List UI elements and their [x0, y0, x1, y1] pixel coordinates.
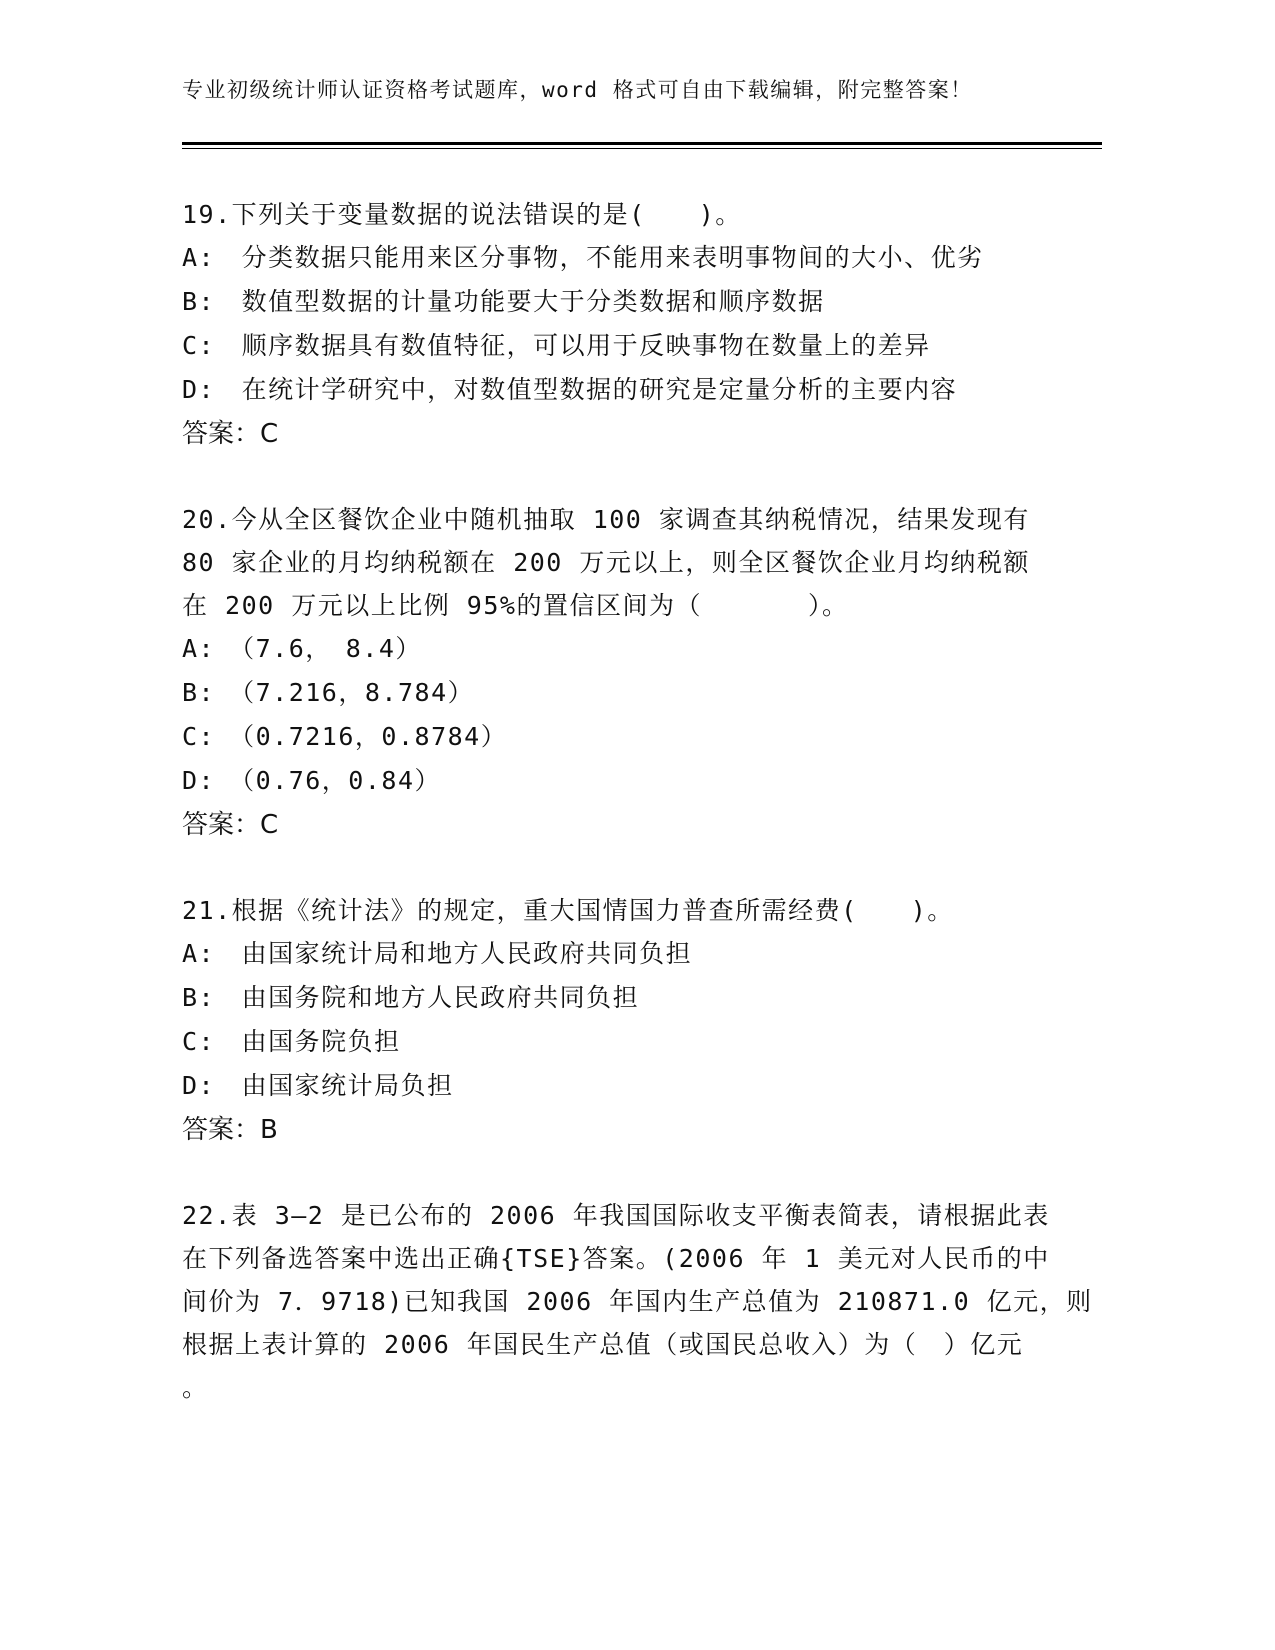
question-20: [182, 498, 1042, 847]
question-19: [182, 193, 1042, 456]
option-b: B: 由国务院和地方人民政府共同负担: [182, 983, 640, 1012]
option-b: B: （7.216，8.784）: [182, 678, 475, 707]
question-text: 。: [182, 1373, 209, 1402]
question-text: 20.今从全区餐饮企业中随机抽取 100 家调查其纳税情况，结果发现有: [182, 505, 1030, 534]
option-c: C: 由国务院负担: [182, 1027, 401, 1056]
option-d: D: 在统计学研究中，对数值型数据的研究是定量分析的主要内容: [182, 375, 958, 404]
question-21: [182, 889, 1042, 1152]
question-text: 根据上表计算的 2006 年国民生产总值（或国民总收入）为（ ）亿元: [182, 1330, 1024, 1359]
option-c: C: 顺序数据具有数值特征，可以用于反映事物在数量上的差异: [182, 331, 931, 360]
question-22: [182, 1194, 1093, 1409]
option-b: B: 数值型数据的计量功能要大于分类数据和顺序数据: [182, 287, 825, 316]
question-text: 19.下列关于变量数据的说法错误的是( )。: [182, 200, 742, 229]
page-header: 专业初级统计师认证资格考试题库，word 格式可自由下载编辑，附完整答案！: [182, 78, 973, 102]
question-text: 22.表 3—2 是已公布的 2006 年我国国际收支平衡表简表，请根据此表: [182, 1201, 1050, 1230]
question-list: [182, 193, 1093, 1451]
question-text: 80 家企业的月均纳税额在 200 万元以上，则全区餐饮企业月均纳税额: [182, 548, 1030, 577]
header-rule-thin: [182, 148, 1102, 149]
option-a: A: 由国家统计局和地方人民政府共同负担: [182, 939, 693, 968]
question-text: 21.根据《统计法》的规定，重大国情国力普查所需经费( )。: [182, 896, 954, 925]
question-text: 在下列备选答案中选出正确{TSE}答案。(2006 年 1 美元对人民币的中: [182, 1244, 1050, 1273]
option-c: C: （0.7216，0.8784）: [182, 722, 508, 751]
option-a: A: （7.6， 8.4）: [182, 634, 422, 663]
answer: 答案：C: [182, 419, 279, 449]
option-d: D: （0.76，0.84）: [182, 766, 442, 795]
header-rule-thick: [182, 142, 1102, 145]
option-d: D: 由国家统计局负担: [182, 1071, 454, 1100]
answer: 答案：C: [182, 810, 279, 840]
question-text: 间价为 7．9718)已知我国 2006 年国内生产总值为 210871.0 亿元，则: [182, 1287, 1093, 1316]
answer: 答案：B: [182, 1115, 278, 1145]
option-a: A: 分类数据只能用来区分事物，不能用来表明事物间的大小、优劣: [182, 243, 984, 272]
question-text: 在 200 万元以上比例 95%的置信区间为（ ）。: [182, 591, 849, 620]
